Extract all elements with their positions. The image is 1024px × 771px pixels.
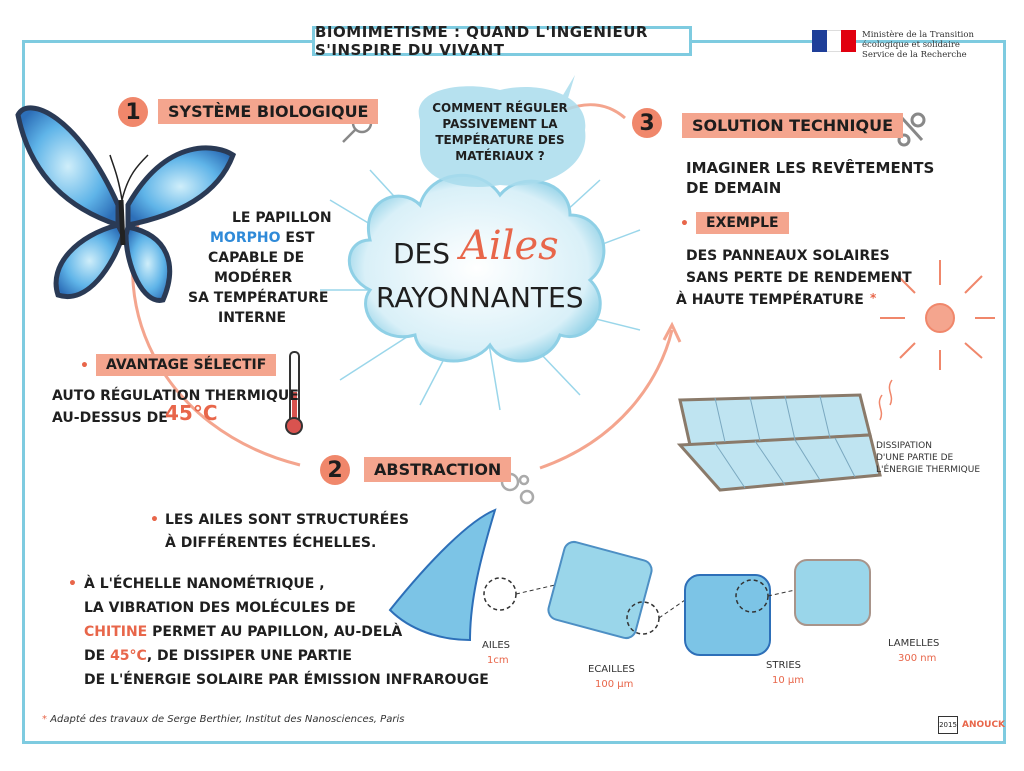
footer-star: * — [42, 714, 47, 725]
example-line2: SANS PERTE DE RENDEMENT — [686, 270, 912, 286]
section1-text-4: SA TEMPÉRATURE — [188, 290, 329, 306]
section2-bullet2: • — [68, 576, 77, 592]
section3-text-line2: DE DEMAIN — [686, 179, 782, 197]
footer-text: Adapté des travaux de Serge Berthier, Institut des Nanosciences, Paris — [50, 714, 405, 725]
chitine-rest: PERMET AU PAPILLON, AU-DELÀ — [152, 624, 403, 640]
example-line3: À HAUTE TEMPÉRATURE — [676, 292, 864, 308]
line4-rest: , DE DISSIPER UNE PARTIE — [146, 648, 352, 664]
section2-point2-line4 — [84, 646, 352, 666]
solar-panels-graphic — [680, 380, 892, 490]
page-title: BIOMIMETISME : QUAND L'INGENIEUR S'INSPIRE DU VIVANT — [312, 26, 692, 56]
section1-bullet: • — [80, 358, 89, 374]
section2-point2-line5: DE L'ÉNERGIE SOLAIRE PAR ÉMISSION INFRAROUGE — [84, 672, 489, 688]
scale-ailes-name: AILES — [482, 640, 511, 651]
center-title-line2: RAYONNANTES — [376, 281, 584, 314]
cycle-arc-right — [540, 330, 672, 468]
author-logo — [938, 716, 1005, 734]
scale-ecailles-size: 100 µm — [595, 679, 634, 690]
footer-note — [42, 714, 404, 725]
section2-point1-line2: À DIFFÉRENTES ÉCHELLES. — [165, 535, 377, 551]
center-title-line1: DES — [393, 237, 451, 270]
advantage-temp: 45°C — [165, 401, 218, 425]
section3-bullet: • — [680, 216, 689, 232]
advantage-text-2: AU-DESSUS DE — [52, 410, 168, 426]
section2-number: 2 — [320, 455, 350, 485]
center-question: COMMENT RÉGULER PASSIVEMENT LA TEMPÉRATURE DES MATÉRIAUX ? — [432, 101, 568, 163]
section2-label: ABSTRACTION — [364, 457, 511, 482]
chitine-word: CHITINE — [84, 624, 148, 640]
wing-scale-graphic — [390, 510, 870, 655]
section1-text-5: INTERNE — [218, 310, 287, 326]
section1-label: SYSTÈME BIOLOGIQUE — [158, 99, 378, 124]
butterfly-icon — [18, 108, 233, 301]
example-label: EXEMPLE — [696, 212, 789, 234]
section1-text-2: CAPABLE DE — [208, 250, 305, 266]
example-line1: DES PANNEAUX SOLAIRES — [686, 248, 890, 264]
center-title-ailes: Ailes — [460, 223, 559, 269]
section2-point2-line2: LA VIBRATION DES MOLÉCULES DE — [84, 600, 356, 616]
section2-point1-line1: LES AILES SONT STRUCTURÉES — [165, 512, 410, 528]
logo-text: ANOUCK — [962, 720, 1006, 730]
line4-temp: 45°C — [110, 648, 147, 664]
section3-number: 3 — [632, 108, 662, 138]
scale-ecailles-name: ECAILLES — [588, 664, 635, 675]
ministry-text: Ministère de la Transition écologique et solidaire Service de la Recherche — [862, 30, 974, 60]
scale-stries-size: 10 µm — [772, 675, 805, 686]
scale-ailes-size: 1cm — [487, 655, 509, 666]
section1-text-1-wrap: MORPHO EST — [210, 230, 315, 246]
line4-pre: DE — [84, 648, 106, 664]
morpho-word: MORPHO — [210, 230, 281, 246]
advantage-text-1: AUTO RÉGULATION THERMIQUE — [52, 388, 299, 404]
section3-label: SOLUTION TECHNIQUE — [682, 113, 903, 138]
dissipation-text: DISSIPATION D'UNE PARTIE DE L'ÉNERGIE THERMIQUE — [876, 441, 981, 475]
advantage-label: AVANTAGE SÉLECTIF — [96, 354, 276, 376]
section2-bullet1: • — [150, 512, 159, 528]
section3-text-line1: IMAGINER LES REVÊTEMENTS — [686, 159, 935, 177]
section2-point2-line3 — [84, 622, 402, 642]
section1-text-3: MODÉRER — [214, 270, 293, 286]
scale-lamelles-name: LAMELLES — [888, 638, 940, 649]
section1-number: 1 — [118, 97, 148, 127]
scale-stries-name: STRIES — [766, 660, 802, 671]
section1-text-0: LE PAPILLON — [232, 210, 332, 226]
example-star: * — [870, 291, 877, 305]
scale-lamelles-size: 300 nm — [898, 653, 937, 664]
section2-point2-line1: À L'ÉCHELLE NANOMÉTRIQUE , — [84, 576, 325, 592]
logo-box: 2015 — [938, 716, 958, 734]
